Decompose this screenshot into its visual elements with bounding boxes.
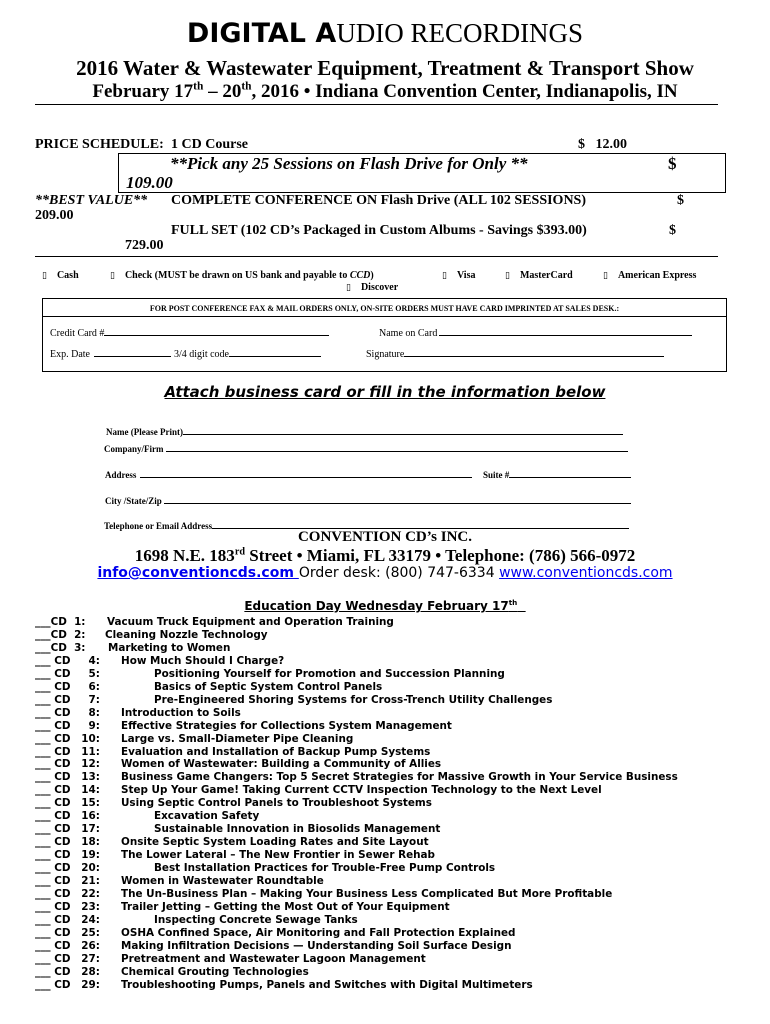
education-day-heading-text: Education Day Wednesday February 17	[244, 599, 509, 613]
date-start-sup: th	[193, 80, 204, 93]
complete-conference-dollar: $	[677, 193, 684, 208]
attach-instruction: Attach business card or fill in the information below	[164, 383, 606, 401]
session-title: Women in Wastewater Roundtable	[121, 875, 324, 887]
session-number[interactable]: ___ CD 27:	[35, 952, 100, 965]
payment-check-close: )	[370, 270, 374, 281]
exp-date-line[interactable]	[94, 348, 171, 357]
session-title: OSHA Confined Space, Air Monitoring and Fall Protection Explained	[121, 926, 516, 939]
payment-cash[interactable]	[42, 270, 79, 281]
session-row[interactable]	[35, 681, 382, 694]
name-line[interactable]	[183, 426, 623, 435]
session-number[interactable]: ___ CD 14:	[35, 784, 100, 797]
full-set-label: FULL SET (102 CD’s Packaged in Custom Albums - Savings $393.00)	[171, 223, 587, 238]
session-number[interactable]: ___ CD 6:	[35, 680, 100, 693]
session-number[interactable]: ___ CD 13:	[35, 771, 100, 784]
company-name: CONVENTION CD’s INC.	[297, 529, 473, 545]
signature-line[interactable]	[404, 348, 664, 357]
company-address-sup: rd	[234, 546, 245, 558]
website-link[interactable]: www.conventioncds.com	[499, 565, 673, 581]
title-part-2: UDIO RECORDINGS	[336, 18, 584, 48]
page-title	[0, 18, 770, 49]
date-venue: , 2016 • Indiana Convention Center, Indianapolis, IN	[251, 81, 678, 102]
header-divider	[35, 104, 718, 105]
session-row[interactable]	[35, 953, 426, 966]
payment-check[interactable]	[110, 270, 374, 281]
session-number[interactable]: ___ CD 19:	[35, 849, 100, 862]
session-row[interactable]	[35, 823, 440, 836]
session-title: Effective Strategies for Collections System Management	[121, 719, 452, 732]
session-number[interactable]: ___ CD 22:	[35, 887, 100, 900]
suite-label: Suite #	[483, 470, 510, 480]
name-field[interactable]	[106, 426, 623, 437]
suite-line[interactable]	[509, 469, 631, 478]
session-row[interactable]	[35, 668, 505, 681]
session-row[interactable]	[35, 836, 429, 849]
telephone-email-line[interactable]	[212, 520, 629, 529]
session-title: How Much Should I Charge?	[121, 654, 285, 667]
checkbox-icon[interactable]: ▯	[505, 271, 510, 281]
session-number[interactable]: ___ CD 16:	[35, 810, 100, 823]
payment-mastercard-label: MasterCard	[519, 270, 573, 281]
session-row[interactable]	[35, 746, 430, 759]
date-end: – 20	[203, 81, 242, 102]
session-title: Making Infiltration Decisions — Understanding Soil Surface Design	[121, 939, 512, 952]
session-row[interactable]	[35, 849, 435, 862]
company-label: Company/Firm	[104, 444, 164, 454]
session-title: Using Septic Control Panels to Troubleshoot Systems	[121, 797, 432, 810]
name-on-card-line[interactable]	[439, 327, 692, 336]
session-title: Positioning Yourself for Promotion and Succession Planning	[154, 667, 505, 680]
pick-25-price: 109.00	[126, 173, 173, 192]
company-address-rest: Street • Miami, FL 33179 • Telephone: (786) 566-0972	[245, 546, 636, 565]
session-title: Evaluation and Installation of Backup Pump Systems	[121, 745, 431, 758]
session-title: Business Game Changers: Top 5 Secret Strategies for Massive Growth in Your Service Business	[121, 771, 678, 784]
credit-card-line[interactable]	[104, 327, 329, 336]
name-on-card-label: Name on Card	[379, 328, 438, 339]
checkbox-icon[interactable]: ▯	[42, 271, 47, 281]
session-title: Best Installation Practices for Trouble-Free Pump Controls	[154, 862, 496, 875]
payment-cash-label: Cash	[56, 270, 79, 281]
session-title: Women of Wastewater: Building a Community of Allies	[121, 758, 442, 771]
session-row[interactable]	[35, 784, 602, 797]
exp-date-label: Exp. Date	[50, 349, 90, 360]
education-day-heading	[0, 599, 770, 613]
session-number[interactable]: ___ CD 7:	[35, 693, 100, 706]
name-label: Name (Please Print)	[106, 427, 183, 437]
session-row[interactable]	[35, 862, 495, 875]
session-row[interactable]	[35, 914, 358, 927]
pick-25-label: **Pick any 25 Sessions on Flash Drive for Only **	[170, 154, 528, 173]
card-box-divider	[42, 316, 727, 317]
session-title: Excavation Safety	[154, 810, 260, 823]
session-number[interactable]: ___CD 2:	[35, 628, 86, 641]
session-number[interactable]: ___ CD 10:	[35, 732, 100, 745]
session-title: The Lower Lateral – The New Frontier in Sewer Rehab	[121, 849, 435, 862]
session-row[interactable]	[35, 758, 441, 771]
session-row[interactable]	[35, 733, 353, 746]
city-state-zip-line[interactable]	[164, 495, 631, 504]
session-number[interactable]: ___ CD 29:	[35, 978, 100, 991]
title-part-1: DIGITAL A	[186, 18, 337, 49]
address-label: Address	[105, 470, 137, 480]
name-on-card-field[interactable]	[379, 327, 692, 339]
telephone-email-label: Telephone or Email Address	[104, 521, 213, 531]
session-number[interactable]: ___ CD 28:	[35, 965, 100, 978]
price-divider	[35, 256, 718, 257]
full-set-price: 729.00	[125, 238, 164, 253]
session-title: Basics of Septic System Control Panels	[154, 680, 383, 693]
price-schedule-label: PRICE SCHEDULE:	[35, 137, 164, 152]
company-address-street: 1698 N.E. 183	[134, 546, 235, 565]
suite-field[interactable]	[483, 469, 631, 480]
education-day-heading-sup: th	[508, 598, 518, 607]
full-set-dollar: $	[669, 223, 676, 238]
address-line[interactable]	[140, 469, 472, 478]
date-start: February 17	[92, 81, 194, 102]
session-row[interactable]	[35, 901, 450, 914]
session-title: Pretreatment and Wastewater Lagoon Management	[121, 952, 426, 965]
company-field[interactable]	[104, 443, 628, 454]
session-number[interactable]: ___ CD 8:	[35, 706, 100, 719]
signature-field[interactable]	[366, 348, 664, 360]
signature-label: Signature	[366, 349, 405, 360]
session-title: Chemical Grouting Technologies	[121, 965, 309, 978]
complete-conference-price: 209.00	[35, 208, 74, 223]
fax-mail-note: FOR POST CONFERENCE FAX & MAIL ORDERS ONLY, ON-SITE ORDERS MUST HAVE CARD IMPRINTED AT SALES DESK.:	[149, 304, 620, 313]
session-number[interactable]: ___ CD 9:	[35, 719, 100, 732]
session-row[interactable]	[35, 927, 515, 940]
pick-25-dollar: $	[668, 154, 677, 173]
credit-card-label: Credit Card #	[50, 328, 105, 339]
payment-mastercard[interactable]	[505, 270, 573, 281]
session-number[interactable]: ___ CD 23:	[35, 900, 100, 913]
session-number[interactable]: ___ CD 5:	[35, 667, 100, 680]
email-link[interactable]: info@conventioncds.com	[97, 565, 299, 581]
credit-card-field[interactable]	[50, 327, 329, 339]
exp-date-field[interactable]	[50, 348, 171, 360]
session-title: Marketing to Women	[108, 641, 231, 654]
session-number[interactable]: ___ CD 11:	[35, 745, 100, 758]
session-row[interactable]	[35, 720, 452, 733]
session-number[interactable]: ___ CD 4:	[35, 654, 100, 667]
city-state-zip-field[interactable]	[105, 495, 631, 506]
session-row[interactable]	[35, 771, 678, 784]
checkbox-icon[interactable]: ▯	[346, 283, 351, 293]
session-row[interactable]	[35, 629, 268, 642]
company-contact	[0, 565, 770, 581]
address-field[interactable]	[105, 469, 472, 480]
session-row[interactable]	[35, 888, 612, 901]
payment-discover-label: Discover	[360, 282, 399, 293]
session-row[interactable]	[35, 797, 432, 810]
payment-amex-label: American Express	[617, 270, 697, 281]
session-title: Pre-Engineered Shoring Systems for Cross-Trench Utility Challenges	[154, 693, 553, 706]
session-number[interactable]: ___ CD 26:	[35, 939, 100, 952]
payment-check-ccd: CCD	[349, 270, 371, 281]
session-number[interactable]: ___ CD 15:	[35, 797, 100, 810]
company-address	[0, 546, 770, 566]
payment-check-label: Check (MUST be drawn on US bank and payable to	[124, 270, 350, 281]
session-title: Vacuum Truck Equipment and Operation Training	[107, 616, 394, 628]
session-row[interactable]	[35, 875, 324, 888]
cd-course-price: $ 12.00	[578, 137, 627, 152]
digit-code-line[interactable]	[229, 348, 321, 357]
session-number[interactable]: ___CD 3:	[35, 641, 86, 654]
digit-code-label: 3/4 digit code	[174, 349, 229, 360]
session-title: Introduction to Soils	[121, 706, 241, 719]
payment-visa[interactable]	[442, 270, 475, 281]
checkbox-icon[interactable]: ▯	[603, 271, 608, 281]
company-line[interactable]	[166, 443, 628, 452]
session-title: Sustainable Innovation in Biosolids Management	[154, 823, 441, 836]
session-number[interactable]: ___CD 1:	[35, 616, 86, 628]
complete-conference-label: COMPLETE CONFERENCE ON Flash Drive (ALL 102 SESSIONS)	[171, 193, 586, 208]
session-title: Large vs. Small-Diameter Pipe Cleaning	[121, 732, 354, 745]
payment-discover[interactable]	[346, 282, 398, 293]
session-row[interactable]	[35, 616, 394, 629]
session-row[interactable]	[35, 810, 259, 823]
checkbox-icon[interactable]: ▯	[442, 271, 447, 281]
session-title: Onsite Septic System Loading Rates and Site Layout	[121, 836, 429, 849]
session-title: Inspecting Concrete Sewage Tanks	[154, 913, 358, 926]
session-title: Step Up Your Game! Taking Current CCTV Inspection Technology to the Next Level	[121, 784, 602, 797]
order-desk: Order desk: (800) 747-6334	[298, 565, 500, 581]
show-subtitle: 2016 Water & Wastewater Equipment, Treatment & Transport Show	[76, 56, 694, 80]
session-title: Troubleshooting Pumps, Panels and Switches with Digital Multimeters	[121, 978, 533, 991]
date-location-line	[0, 81, 770, 103]
session-row[interactable]	[35, 642, 230, 655]
session-number[interactable]: ___ CD 12:	[35, 758, 100, 771]
session-row[interactable]	[35, 707, 241, 720]
session-row[interactable]	[35, 694, 552, 707]
cd-course-label: 1 CD Course	[171, 137, 248, 152]
session-number[interactable]: ___ CD 20:	[35, 862, 100, 875]
payment-amex[interactable]	[603, 270, 696, 281]
session-row[interactable]	[35, 655, 284, 668]
session-number[interactable]: ___ CD 24:	[35, 913, 100, 926]
session-row[interactable]	[35, 966, 309, 979]
checkbox-icon[interactable]: ▯	[110, 271, 115, 281]
best-value-label: **BEST VALUE**	[35, 193, 148, 208]
city-state-zip-label: City /State/Zip	[105, 496, 162, 506]
payment-visa-label: Visa	[456, 270, 476, 281]
session-number[interactable]: ___ CD 18:	[35, 836, 100, 849]
session-title: Trailer Jetting – Getting the Most Out of Your Equipment	[121, 900, 450, 913]
session-number[interactable]: ___ CD 17:	[35, 823, 100, 836]
session-number[interactable]: ___ CD 21:	[35, 875, 100, 887]
session-title: The Un-Business Plan – Making Your Business Less Complicated But More Profitable	[121, 887, 613, 900]
session-title: Cleaning Nozzle Technology	[105, 628, 268, 641]
digit-code-field[interactable]	[174, 348, 321, 360]
session-row[interactable]	[35, 979, 533, 992]
date-end-sup: th	[241, 80, 252, 93]
session-row[interactable]	[35, 940, 512, 953]
session-number[interactable]: ___ CD 25:	[35, 926, 100, 939]
